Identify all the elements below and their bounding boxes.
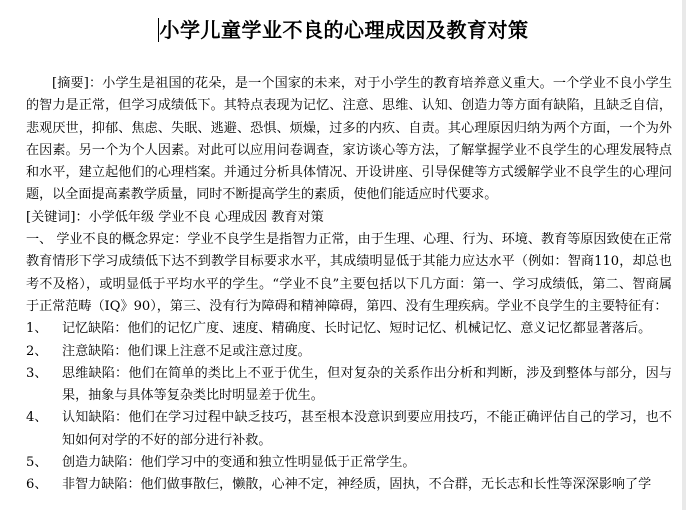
list-number: 1、 bbox=[26, 321, 48, 337]
list-item bbox=[26, 452, 672, 474]
window-edge bbox=[682, 0, 686, 510]
list-text: 认知缺陷：他们在学习过程中缺乏技巧，甚至根本没意识到要应用技巧，不能正确评估自己的学习，也不知如何对学的不好的部分进行补救。 bbox=[62, 410, 672, 448]
list-number: 6、 bbox=[26, 477, 48, 493]
list-item bbox=[26, 407, 672, 452]
document-title-line bbox=[0, 14, 686, 43]
abstract-paragraph: [摘要]：小学生是祖国的花朵，是一个国家的未来，对于小学生的教育培养意义重大。一个学业不良小学生的智力是正常，但学习成绩低下。其特点表现为记忆、注意、思维、认知、创造力等方面有缺陷，且缺乏自信，悲观厌世，抑郁、焦虑、失眠、逃避、恐惧、烦燥，过多的内疚、自责。其心理原因归纳为两个方面，一个为外在因素。另一个为个人因素。对此可以应用问卷调查，家访谈心等方法，了解掌握学业不良学生的心理发展特点和水平，建立起他们的心理档案。并通过分析具体情况、开设讲座、引导保健等方式缓解学业不良学生的心理问题，以全面提高素教学质量，同时不断提高学生的素质，使他们能适应时代要求。 bbox=[26, 76, 672, 203]
list-text: 思维缺陷：他们在简单的类比上不亚于优生，但对复杂的关系作出分析和判断，涉及到整体与部分，因与果，抽象与具体等复杂类比时明显差于优生。 bbox=[62, 365, 672, 404]
keywords-line: [关键词]：小学低年级 学业不良 心理成因 教育对策 bbox=[26, 209, 324, 225]
list-number: 4、 bbox=[26, 410, 48, 426]
text-cursor bbox=[158, 18, 159, 42]
list-text: 非智力缺陷：他们做事散仨，懒散，心神不定，神经质，固执，不合群，无长志和长性等深深影响了学 bbox=[62, 477, 652, 493]
list-item bbox=[26, 363, 672, 408]
list-number: 2、 bbox=[26, 343, 48, 359]
list-text: 创造力缺陷：他们学习中的变通和独立性明显低于正常学生。 bbox=[62, 455, 416, 471]
list-text: 注意缺陷：他们课上注意不足或注意过度。 bbox=[62, 343, 311, 359]
list-item bbox=[26, 318, 672, 340]
list-item bbox=[26, 341, 672, 363]
list-number: 3、 bbox=[26, 365, 48, 381]
list-text: 记忆缺陷：他们的记忆广度、速度、精确度、长时记忆、短时记忆、机械记忆、意义记忆都显著落后。 bbox=[62, 321, 652, 337]
section-1-paragraph: 一、 学业不良的概念界定：学业不良学生是指智力正常，由于生理、心理、行为、环境、教育等原因致使在正常教育情形下学习成绩低下达不到教学目标要求水平，其成绩明显低于其能力应达水平（例如：智商110，却总也考不及格），或明显低于平均水平的学生。“学业不良”主要包括以下几方面：第一、学习成绩低，第二、智商属于正常范畴（IQ》90），第三、没有行为障碍和精神障碍，第四、没有生理疾病。学业不良学生的主要特征有： bbox=[26, 232, 672, 314]
document-title: 小学儿童学业不良的心理成因及教育对策 bbox=[159, 18, 529, 42]
list-number: 5、 bbox=[26, 455, 48, 471]
list-item bbox=[26, 474, 672, 496]
document-body bbox=[26, 73, 672, 497]
